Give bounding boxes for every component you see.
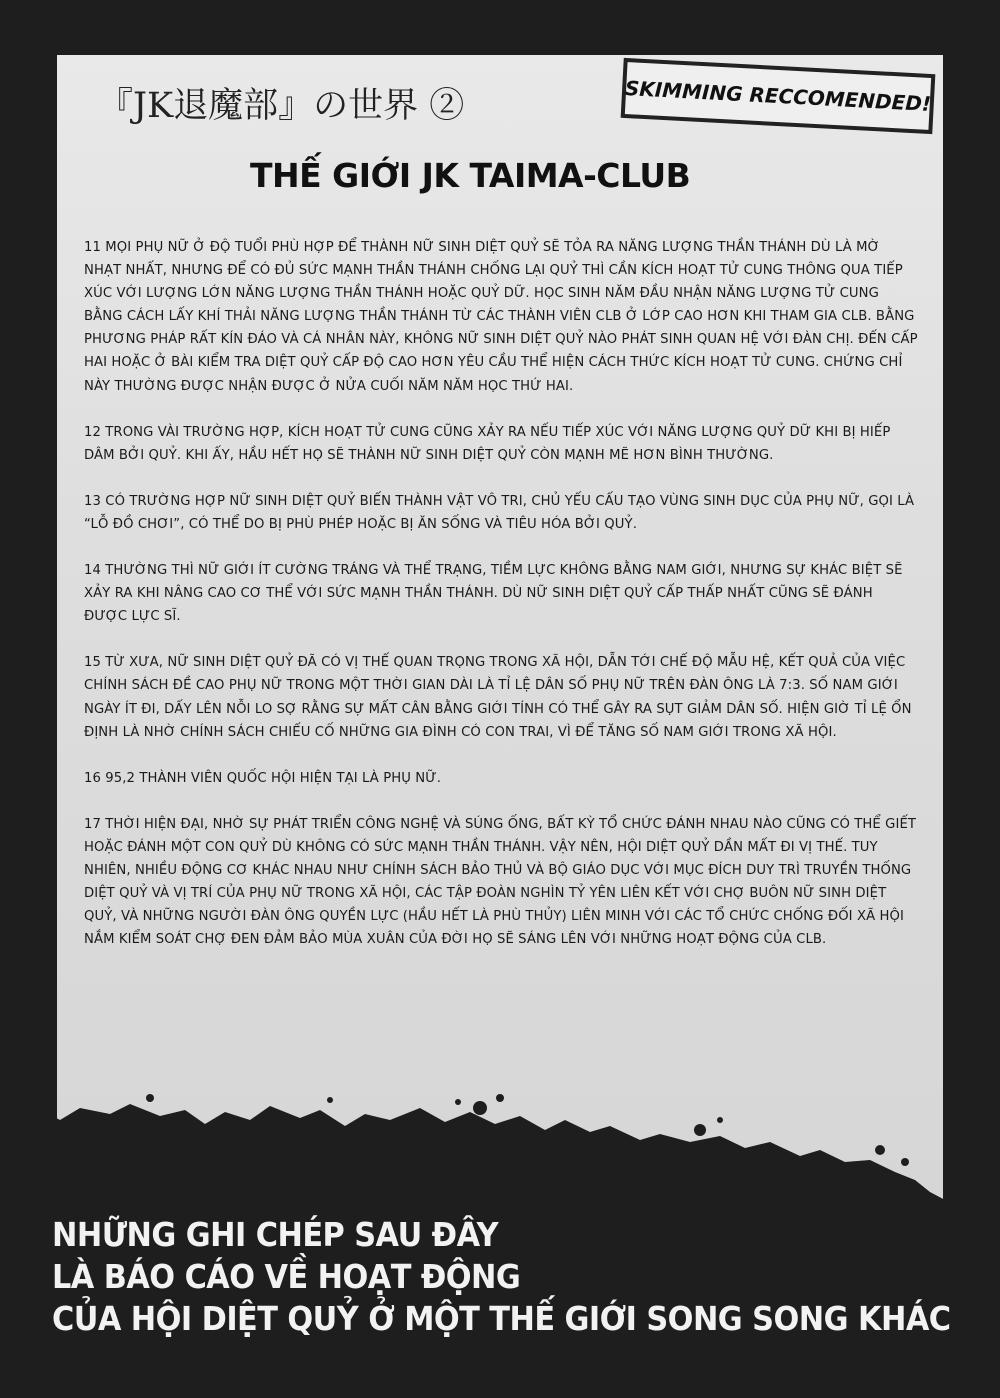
paragraph-16: 16 95,2 THÀNH VIÊN QUỐC HỘI HIỆN TẠI LÀ PHỤ NỮ. [84, 770, 441, 786]
stamp-label: SKIMMING RECCOMENDED! [624, 75, 932, 117]
paragraph-12: 12 TRONG VÀI TRƯỜNG HỢP, KÍCH HOẠT TỬ CUNG CŨNG XẢY RA NẾU TIẾP XÚC VỚI NĂNG LƯỢNG QUỶ DỮ KHI BỊ HIẾP DÂM BỞI QUỶ. KHI ẤY, HẦU HẾT HỌ SẼ THÀNH NỮ SINH DIỆT QUỶ CÒN MẠNH MẼ HƠN BÌNH THƯỜNG. [84, 424, 891, 463]
paragraph-13: 13 CÓ TRƯỜNG HỢP NỮ SINH DIỆT QUỶ BIẾN THÀNH VẬT VÔ TRI, CHỦ YẾU CẤU TẠO VÙNG SINH DỤC CỦA PHỤ NỮ, GỌI LÀ “LỖ ĐỒ CHƠI”, CÓ THỂ DO BỊ PHÙ PHÉP HOẶC BỊ ĂN SỐNG VÀ TIÊU HÓA BỞI QUỶ. [84, 493, 915, 532]
footer-caption [52, 1214, 972, 1340]
paragraph-14: 14 THƯỜNG THÌ NỮ GIỚI ÍT CƯỜNG TRÁNG VÀ THỂ TRẠNG, TIỀM LỰC KHÔNG BẰNG NAM GIỚI, NHƯNG SỰ KHÁC BIỆT SẼ XẢY RA KHI NÂNG CAO CƠ THỂ VỚI SỨC MẠNH THẦN THÁNH. DÙ NỮ SINH DIỆT QUỶ CẤP THẤP NHẤT CŨNG SẼ ĐÁNH ĐƯỢC LỰC SĨ. [84, 563, 903, 625]
page-title: THẾ GIỚI JK TAIMA-CLUB [250, 156, 691, 195]
footer-line-1: NHỮNG GHI CHÉP SAU ĐÂY [52, 1215, 499, 1254]
paragraph-15: 15 TỪ XƯA, NỮ SINH DIỆT QUỶ ĐÃ CÓ VỊ THẾ QUAN TRỌNG TRONG XÃ HỘI, DẪN TỚI CHẾ ĐỘ MẪU HỆ, KẾT QUẢ CỦA VIỆC CHÍNH SÁCH ĐỀ CAO PHỤ NỮ TRONG MỘT THỜI GIAN DÀI LÀ TỈ LỆ DÂN SỐ PHỤ NỮ TRÊN ĐÀN ÔNG LÀ 7:3. SỐ NAM GIỚI NGÀY ÍT ĐI, DẤY LÊN NỖI LO SỢ RẰNG SỰ MẤT CÂN BẰNG GIỚI TÍNH CÓ THỂ GÂY RA SỤT GIẢM DÂN SỐ. HIỆN GIỜ TỈ LỆ ỔN ĐỊNH LÀ NHỜ CHÍNH SÁCH CHIẾU CỐ NHỮNG GIA ĐÌNH CÓ CON TRAI, VÌ ĐỂ TĂNG SỐ NAM GIỚI TRONG XÃ HỘI. [84, 655, 912, 740]
footer-line-2: LÀ BÁO CÁO VỀ HOẠT ĐỘNG [52, 1257, 521, 1296]
article-body [84, 236, 918, 974]
japanese-title: 『JK退魔部』の世界 ② [98, 86, 465, 126]
paragraph-17: 17 THỜI HIỆN ĐẠI, NHỜ SỰ PHÁT TRIỂN CÔNG NGHỆ VÀ SÚNG ỐNG, BẤT KỲ TỔ CHỨC ĐÁNH NHAU NÀO CŨNG CÓ THỂ GIẾT HOẶC ĐÁNH MỘT CON QUỶ DÙ KHÔNG CÓ SỨC MẠNH THẦN THÁNH. VẬY NÊN, HỘI DIỆT QUỶ DẦN MẤT ĐI VỊ THẾ. TUY NHIÊN, NHIỀU ĐỘNG CƠ KHÁC NHAU NHƯ CHÍNH SÁCH BẢO THỦ VÀ BỘ GIÁO DỤC VỚI MỤC ĐÍCH DUY TRÌ TRUYỀN THỐNG DIỆT QUỶ VÀ VỊ TRÍ CỦA PHỤ NỮ TRONG XÃ HỘI, CÁC TẬP ĐOÀN NGHÌN TỶ YÊN LIÊN KẾT VỚI CHỢ BUÔN NỮ SINH DIỆT QUỶ, VÀ NHỮNG NGƯỜI ĐÀN ÔNG QUYỀN LỰC (HẦU HẾT LÀ PHÙ THỦY) LIÊN MINH VỚI CÁC TỔ CHỨC CHỐNG ĐỐI XÃ HỘI NẮM KIỂM SOÁT CHỢ ĐEN ĐẢM BẢO MÙA XUÂN CỦA ĐỜI HỌ SẼ SÁNG LÊN VỚI NHỮNG HOẠT ĐỘNG CỦA CLB. [84, 816, 917, 948]
paragraph-11: 11 MỌI PHỤ NỮ Ở ĐỘ TUỔI PHÙ HỢP ĐỂ THÀNH NỮ SINH DIỆT QUỶ SẼ TỎA RA NĂNG LƯỢNG THẦN THÁNH DÙ LÀ MỜ NHẠT NHẤT, NHƯNG ĐỂ CÓ ĐỦ SỨC MẠNH THẦN THÁNH CHỐNG LẠI QUỶ THÌ CẦN KÍCH HOẠT TỬ CUNG THÔNG QUA TIẾP XÚC VỚI LƯỢNG LỚN NĂNG LƯỢNG THẦN THÁNH HOẶC QUỶ DỮ. HỌC SINH NĂM ĐẦU NHẬN NĂNG LƯỢNG TỬ CUNG BẰNG CÁCH LẤY KHÍ THẢI NĂNG LƯỢNG THẦN THÁNH TỪ CÁC THÀNH VIÊN CLB Ở LỚP CAO HƠN KHI THAM GIA CLB. BẰNG PHƯƠNG PHÁP RẤT KÍN ĐÁO VÀ CÁ NHÂN NÀY, KHÔNG NỮ SINH DIỆT QUỶ NÀO PHÁT SINH QUAN HỆ VỚI ĐÀN CHỊ. ĐẾN CẤP HAI HOẶC Ở BÀI KIỂM TRA DIỆT QUỶ CẤP ĐỘ CAO HƠN YÊU CẦU THỂ HIỆN CÁCH THỨC KÍCH HOẠT TỬ CUNG. CHỨNG CHỈ NÀY THƯỜNG ĐƯỢC NHẬN ĐƯỢC Ở NỬA CUỐI NĂM NĂM HỌC THỨ HAI. [84, 240, 918, 394]
footer-line-3: CỦA HỘI DIỆT QUỶ Ở MỘT THẾ GIỚI SONG SONG KHÁC [52, 1299, 951, 1338]
